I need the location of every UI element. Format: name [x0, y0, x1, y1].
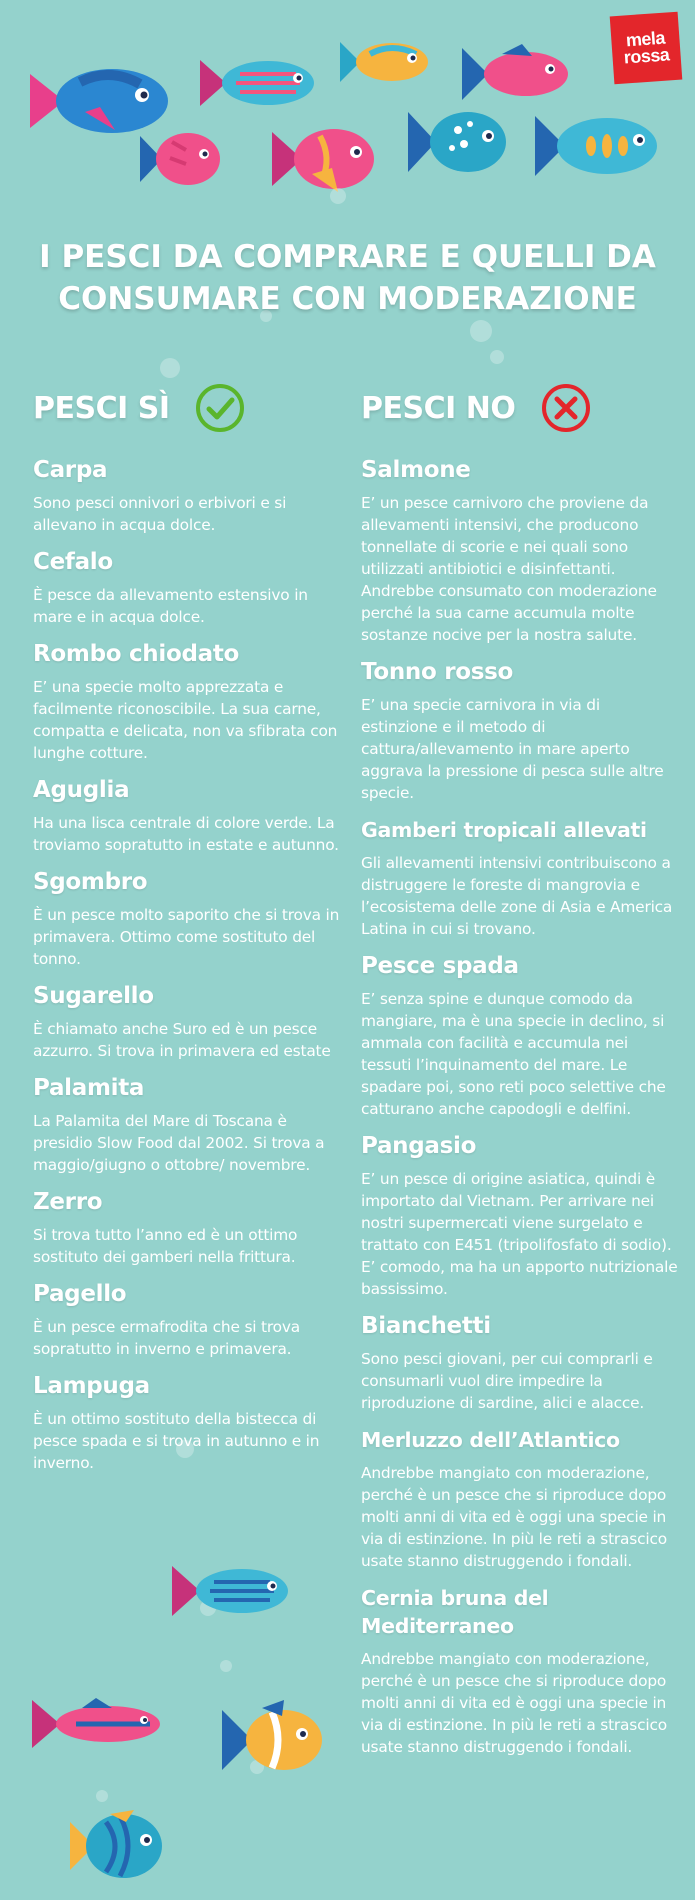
no-column — [361, 380, 681, 1770]
fish-item — [33, 868, 348, 970]
fish-item — [361, 816, 681, 940]
fish-name: Cefalo — [33, 549, 113, 575]
fish-name: Tonno rosso — [361, 659, 514, 685]
fish-description: E’ un pesce carnivoro che proviene da allevamenti intensivi, che producono tonnellate di scorie e nei quali sono utilizzati antibiotici e disinfettanti. Andrebbe consumato con moderazione perché la sua carne accumula molte sostanze nocive per la nostra salute. — [361, 494, 657, 644]
fish-item — [33, 1280, 348, 1360]
fish-illustration — [200, 52, 320, 114]
fish-name: Palamita — [33, 1075, 145, 1101]
fish-name: Zerro — [33, 1189, 103, 1215]
fish-item — [33, 1074, 348, 1176]
fish-description: E’ una specie carnivora in via di estinzione e il metodo di cattura/allevamento in mare aperto aggrava la pressione di pesca sulle altre specie. — [361, 696, 664, 802]
bubble — [96, 1790, 108, 1802]
fish-item — [361, 456, 681, 646]
logo-line-1: mela — [625, 27, 666, 51]
fish-item — [33, 776, 348, 856]
fish-description: Andrebbe mangiato con moderazione, perché è un pesce che si riproduce dopo molti anni di vita ed è oggi una specie in via di estinzione. In più le reti a strascico usate stanno distruggendo i fondali. — [361, 1650, 667, 1756]
no-list — [361, 456, 681, 1758]
fish-description: È un pesce molto saporito che si trova in primavera. Ottimo come sostituto del tonno. — [33, 906, 340, 968]
fish-item — [361, 952, 681, 1120]
fish-name: Gamberi tropicali allevati — [361, 818, 647, 842]
fish-item — [33, 982, 348, 1062]
fish-description: E’ un pesce di origine asiatica, quindi è importato dal Vietnam. Per arrivare nei nostri supermercati viene surgelato e trattato con E451 (tripolifosfato di sodio). E’ comodo, ma ha un apporto nutrizionale bassissimo. — [361, 1170, 678, 1298]
fish-description: È un ottimo sostituto della bistecca di pesce spada e si trova in autunno e in inverno. — [33, 1410, 320, 1472]
cross-icon — [541, 383, 591, 433]
fish-item — [361, 1426, 681, 1572]
fish-description: Andrebbe mangiato con moderazione, perché è un pesce che si riproduce dopo molti anni di vita ed è oggi una specie in via di estinzione. In più le reti a strascico usate stanno distruggendo i fondali. — [361, 1464, 667, 1570]
fish-name: Bianchetti — [361, 1313, 491, 1339]
no-heading: PESCI NO — [361, 390, 516, 426]
fish-illustration — [140, 128, 222, 190]
fish-description: È chiamato anche Suro ed è un pesce azzurro. Si trova in primavera ed estate — [33, 1020, 331, 1060]
fish-illustration — [172, 1560, 292, 1622]
bubble — [330, 188, 346, 204]
fish-description: La Palamita del Mare di Toscana è presidio Slow Food dal 2002. Si trova a maggio/giugno o ottobre/ novembre. — [33, 1112, 325, 1174]
fish-description: E’ senza spine e dunque comodo da mangiare, ma è una specie in declino, si ammala con facilità e accumula nei tessuti l’inquinamento del mare. Le spadare poi, sono reti poco selettive che catturano anche capodogli e delfini. — [361, 990, 666, 1118]
fish-name: Carpa — [33, 457, 108, 483]
fish-name: Sugarello — [33, 983, 154, 1009]
fish-item — [33, 548, 348, 628]
fish-name: Rombo chiodato — [33, 641, 240, 667]
no-header — [361, 380, 681, 436]
fish-name: Sgombro — [33, 869, 148, 895]
fish-illustration — [408, 104, 508, 180]
fish-name: Pesce spada — [361, 953, 519, 979]
fish-item — [33, 456, 348, 536]
fish-description: Si trova tutto l’anno ed è un ottimo sostituto dei gamberi nella frittura. — [33, 1226, 298, 1266]
fish-description: È pesce da allevamento estensivo in mare e in acqua dolce. — [33, 586, 308, 626]
fish-name: Salmone — [361, 457, 471, 483]
fish-name: Pagello — [33, 1281, 127, 1307]
fish-description: Ha una lisca centrale di colore verde. La troviamo sopratutto in estate e autunno. — [33, 814, 339, 854]
bubble — [470, 320, 492, 342]
bubble — [160, 358, 180, 378]
fish-illustration — [272, 122, 376, 196]
fish-item — [361, 1132, 681, 1300]
fish-item — [361, 1584, 681, 1758]
fish-name: Cernia bruna del Mediterraneo — [361, 1586, 549, 1638]
fish-illustration — [70, 1810, 166, 1882]
fish-name: Lampuga — [33, 1373, 150, 1399]
fish-description: Sono pesci giovani, per cui comprarli e consumarli vuol dire impedire la riproduzione di sardine, alici e alacce. — [361, 1350, 653, 1412]
yes-list — [33, 456, 348, 1474]
fish-description: Gli allevamenti intensivi contribuiscono a distruggere le foreste di mangrovia e l’ecosistema delle zone di Asia e America Latina in cui si trovano. — [361, 854, 673, 938]
logo-line-2: rossa — [623, 44, 670, 68]
fish-name: Pangasio — [361, 1133, 477, 1159]
fish-illustration — [32, 1696, 162, 1752]
fish-item — [33, 1372, 348, 1474]
fish-illustration — [462, 42, 572, 106]
melarossa-logo — [610, 12, 683, 85]
fish-illustration — [535, 108, 659, 184]
fish-description: Sono pesci onnivori o erbivori e si allevano in acqua dolce. — [33, 494, 287, 534]
fish-illustration — [340, 36, 430, 88]
yes-header — [33, 380, 348, 436]
fish-item — [361, 658, 681, 804]
fish-description: È un pesce ermafrodita che si trova sopratutto in inverno e primavera. — [33, 1318, 301, 1358]
bubble — [490, 350, 504, 364]
check-icon — [195, 383, 245, 433]
fish-item — [33, 640, 348, 764]
yes-heading: PESCI SÌ — [33, 390, 170, 426]
fish-name: Merluzzo dell’Atlantico — [361, 1428, 620, 1452]
fish-description: E’ una specie molto apprezzata e facilmente riconoscibile. La sua carne, compatta e delicata, non va sfibrata con lunghe cotture. — [33, 678, 338, 762]
yes-column — [33, 380, 348, 1486]
page-title: I PESCI DA COMPRARE E QUELLI DA CONSUMARE CON MODERAZIONE — [39, 239, 656, 317]
fish-illustration — [222, 1700, 326, 1780]
bubble — [220, 1660, 232, 1672]
fish-name: Aguglia — [33, 777, 130, 803]
fish-item — [33, 1188, 348, 1268]
fish-item — [361, 1312, 681, 1414]
